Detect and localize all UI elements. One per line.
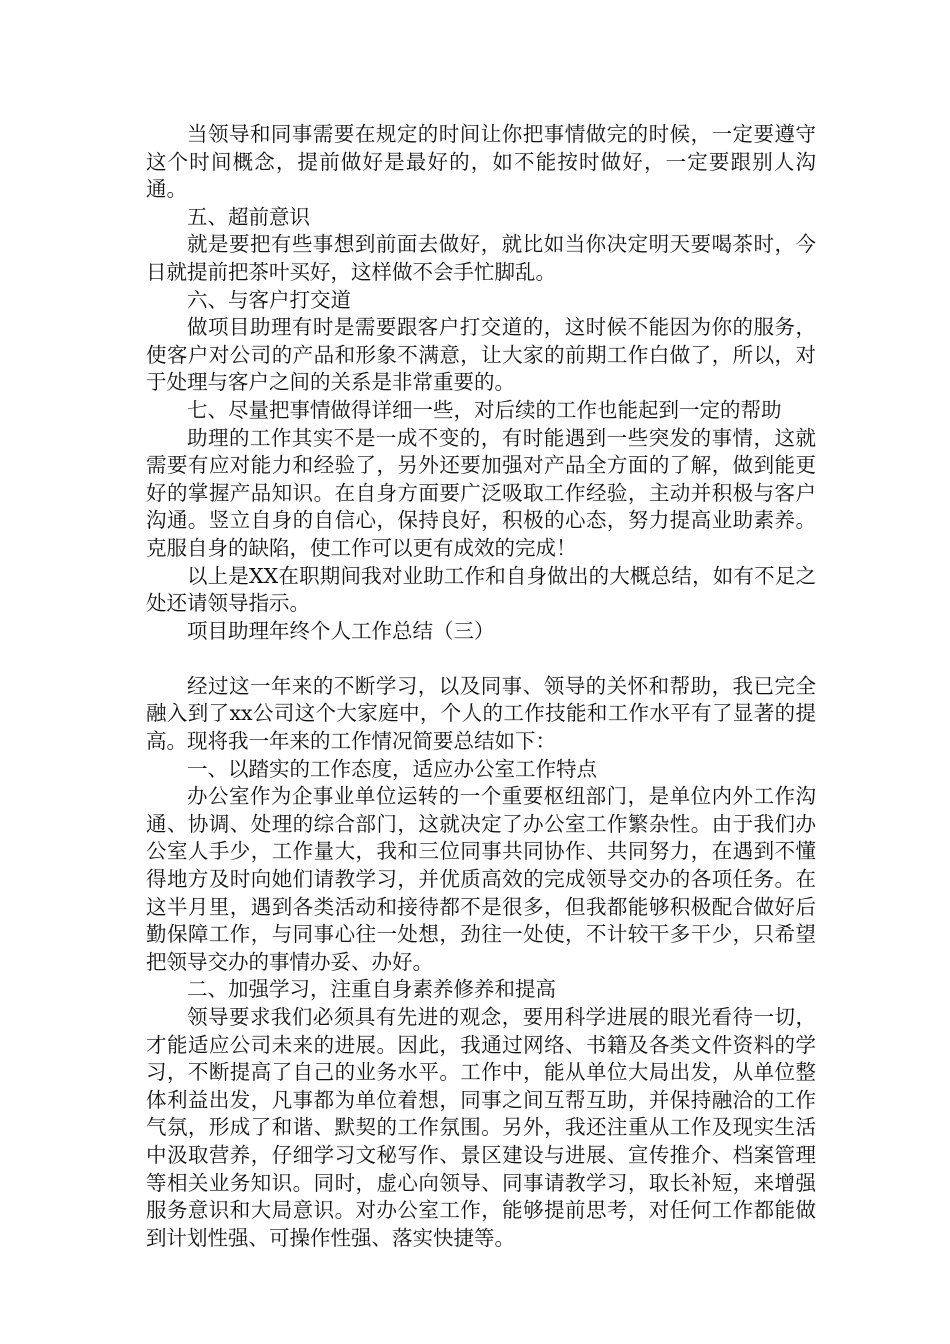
paragraph: 做项目助理有时是需要跟客户打交道的，这时候不能因为你的服务，使客户对公司的产品和形象不满意，让大家的前期工作白做了，所以，对于处理与客户之间的关系是非常重要的。 <box>146 315 816 395</box>
paragraph: 办公室作为企事业单位运转的一个重要枢纽部门，是单位内外工作沟通、协调、处理的综合部门，这就决定了办公室工作繁杂性。由于我们办公室人手少，工作量大，我和三位同事共同协作、共同努力，在遇到不懂得地方及时向她们请教学习，并优质高效的完成领导交办的各项任务。在这半月里，遇到各类活动和接待都不是很多，但我都能够积极配合做好后勤保障工作，与同事心往一处想，劲往一处使，不计较干多干少，只希望把领导交办的事情办妥、办好。 <box>146 784 816 974</box>
paragraph: 助理的工作其实不是一成不变的，有时能遇到一些突发的事情，这就需要有应对能力和经验了，另外还要加强对产品全方面的了解，做到能更好的掌握产品知识。在自身方面要广泛吸取工作经验，主动并积极与客户沟通。竖立自身的自信心，保持良好，积极的心态，努力提高业助素养。克服自身的缺陷，使工作可以更有成效的完成！ <box>146 425 816 560</box>
paragraph: 当领导和同事需要在规定的时间让你把事情做完的时候，一定要遵守这个时间概念，提前做好是最好的，如不能按时做好，一定要跟别人沟通。 <box>146 122 816 202</box>
document-title: 项目助理年终个人工作总结（三） <box>187 618 495 643</box>
paragraph: 就是要把有些事想到前面去做好，就比如当你决定明天要喝茶时，今日就提前把茶叶买好，这样做不会手忙脚乱。 <box>146 232 816 284</box>
section-heading: 二、加强学习，注重自身素养修养和提高 <box>187 977 556 1002</box>
section-heading: 五、超前意识 <box>187 204 310 229</box>
section-heading: 七、尽量把事情做得详细一些，对后续的工作也能起到一定的帮助 <box>187 397 782 422</box>
blank-line <box>146 645 816 673</box>
section-heading: 一、以踏实的工作态度，适应办公室工作特点 <box>187 756 597 781</box>
document-body <box>146 121 816 1252</box>
section-heading: 六、与客户打交道 <box>187 287 351 312</box>
paragraph: 以上是XX在职期间我对业助工作和自身做出的大概总结，如有不足之处还请领导指示。 <box>146 563 816 616</box>
paragraph: 经过这一年来的不断学习，以及同事、领导的关怀和帮助，我已完全融入到了xx公司这个大家庭中，个人的工作技能和工作水平有了显著的提高。现将我一年来的工作情况简要总结如下： <box>146 673 816 754</box>
paragraph: 领导要求我们必须具有先进的观念，要用科学进展的眼光看待一切，才能适应公司未来的进展。因此，我通过网络、书籍及各类文件资料的学习，不断提高了自己的业务水平。工作中，能从单位大局出发，从单位整体利益出发，凡事都为单位着想，同事之间互帮互助，并保持融洽的工作气氛，形成了和谐、默契的工作氛围。另外，我还注重从工作及现实生活中汲取营养，仔细学习文秘写作、景区建设与进展、宣传推介、档案管理等相关业务知识。同时，虚心向领导、同事请教学习，取长补短，来增强服务意识和大局意识。对办公室工作，能够提前思考，对任何工作都能做到计划性强、可操作性强、落实快捷等。 <box>146 1005 816 1250</box>
